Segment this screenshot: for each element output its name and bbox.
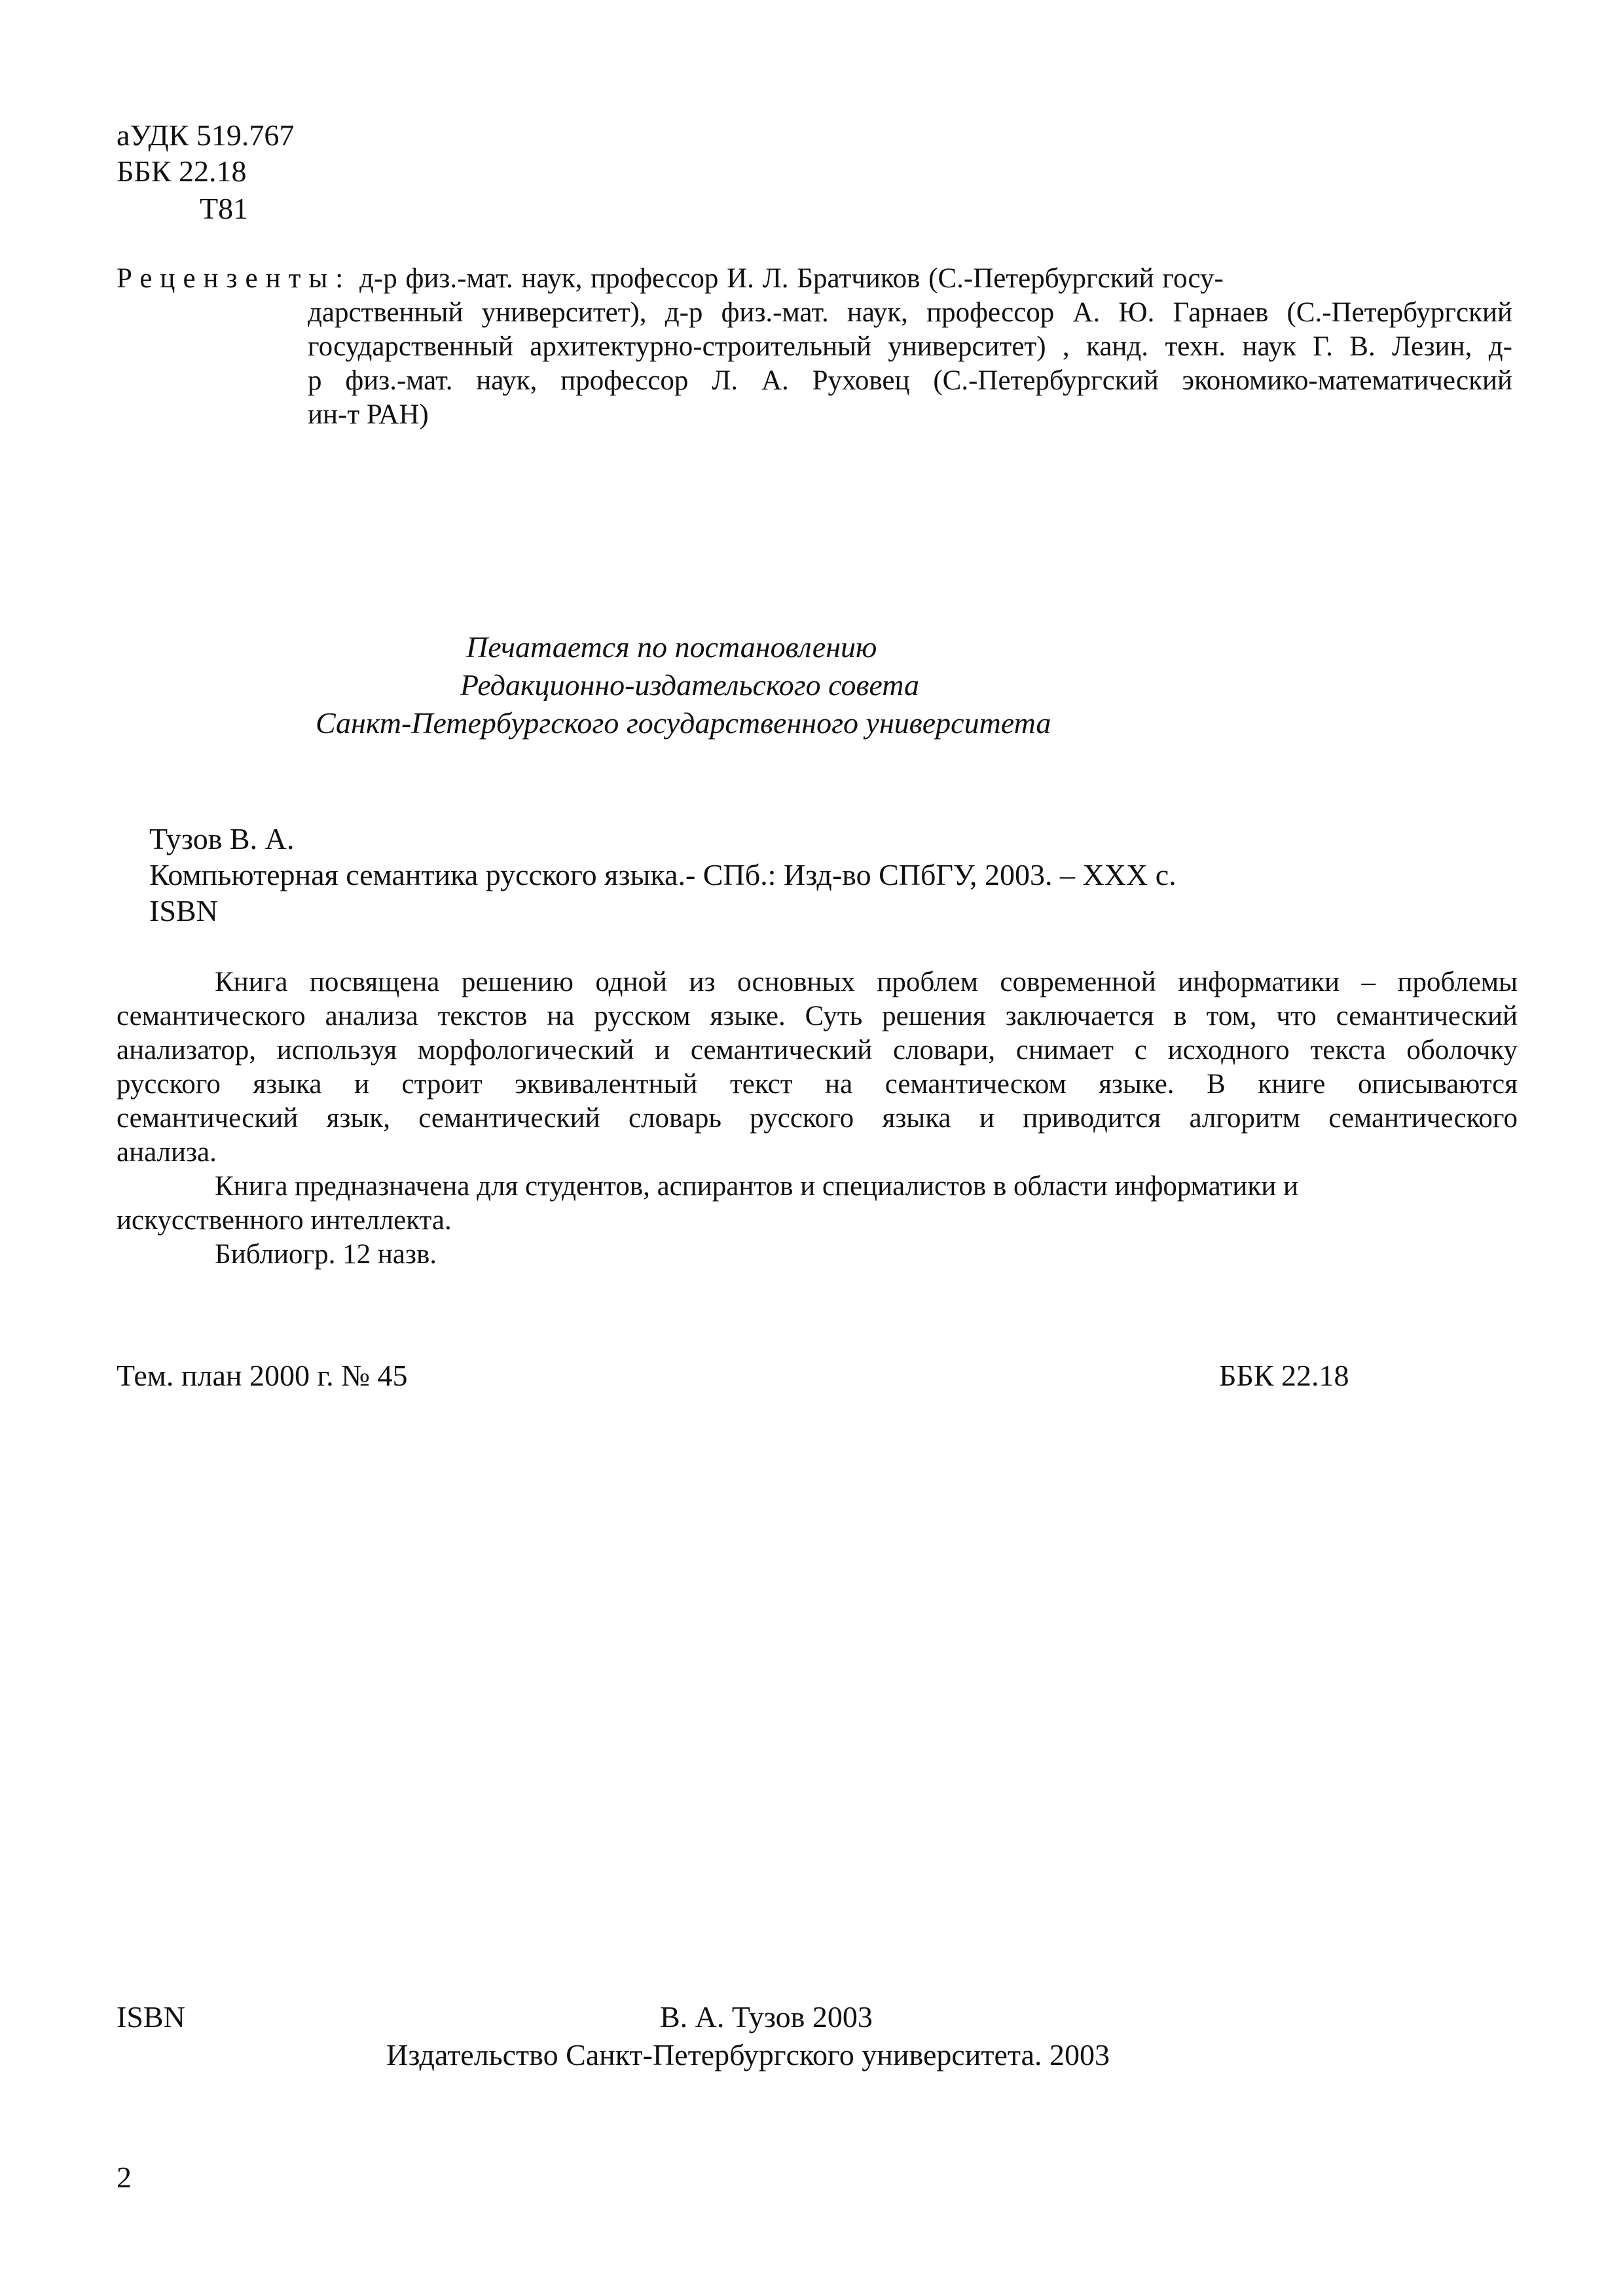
- reviewers-line: государственный архитектурно-строительный университет) , канд. техн. наук Г. В. Лезин, д-: [308, 331, 1512, 362]
- annotation-line: семантический язык, семантический словарь русского языка и приводится алгоритм семантического: [117, 1103, 1518, 1134]
- annotation-block: [117, 965, 1518, 1272]
- book-author: Тузов В. А.: [149, 822, 295, 855]
- annotation-line: Книга предназначена для студентов, аспирантов и специалистов в области информатики и: [215, 1171, 1299, 1202]
- bbk-code: ББК 22.18: [117, 154, 247, 188]
- copyright-publisher: Издательство Санкт-Петербургского университета. 2003: [386, 2038, 1110, 2072]
- reviewers-first-text: д-р физ.-мат. наук, профессор И. Л. Братчиков (С.-Петербургский госу-: [351, 263, 1224, 294]
- annotation-line: искусственного интеллекта.: [117, 1205, 452, 1236]
- imprint-note-line-2: Редакционно-издательского совета: [460, 668, 920, 702]
- thematic-plan: Тем. план 2000 г. № 45: [117, 1359, 408, 1392]
- reviewers-line: р физ.-мат. наук, профессор Л. А. Руховец (С.-Петербургский экономико-математический: [308, 365, 1512, 396]
- annotation-line: анализа.: [117, 1137, 217, 1168]
- book-isbn: ISBN: [149, 894, 218, 927]
- book-title: Компьютерная семантика русского языка.- СПб.: Изд-во СПбГУ, 2003. – ХХХ с.: [149, 858, 1176, 891]
- bibliography-count: Библиогр. 12 назв.: [215, 1239, 437, 1270]
- annotation-line: анализатор, используя морфологический и семантический словари, снимает с исходного текста оболочку: [117, 1035, 1518, 1066]
- annotation-line: Книга посвящена решению одной из основных проблем современной информатики – проблемы: [215, 967, 1518, 997]
- page-number: 2: [117, 2161, 132, 2194]
- reviewers-label: Рецензенты:: [117, 263, 352, 294]
- annotation-line: русского языка и строит эквивалентный текст на семантическом языке. В книге описываются: [117, 1069, 1518, 1100]
- udk-code: аУДК 519.767: [117, 118, 295, 152]
- author-sign: Т81: [200, 192, 249, 225]
- imprint-note-line-3: Санкт-Петербургского государственного университета: [316, 706, 1051, 740]
- reviewers-body: [308, 296, 1512, 432]
- reviewers-line: дарственный университет), д-р физ.-мат. наук, профессор А. Ю. Гарнаев (С.-Петербургский: [308, 297, 1512, 328]
- plan-bbk: ББК 22.18: [1219, 1359, 1349, 1392]
- reviewers-line: ин-т РАН): [308, 399, 429, 430]
- reviewers-first-line: [117, 262, 1518, 296]
- imprint-note-line-1: Печатается по постановлению: [466, 630, 877, 664]
- copyright-author: В. А. Тузов 2003: [660, 2000, 873, 2034]
- copyright-isbn: ISBN: [117, 2000, 185, 2034]
- reviewers-block: [117, 262, 1518, 432]
- annotation-line: семантического анализа текстов на русском языке. Суть решения заключается в том, что семантический: [117, 1001, 1518, 1031]
